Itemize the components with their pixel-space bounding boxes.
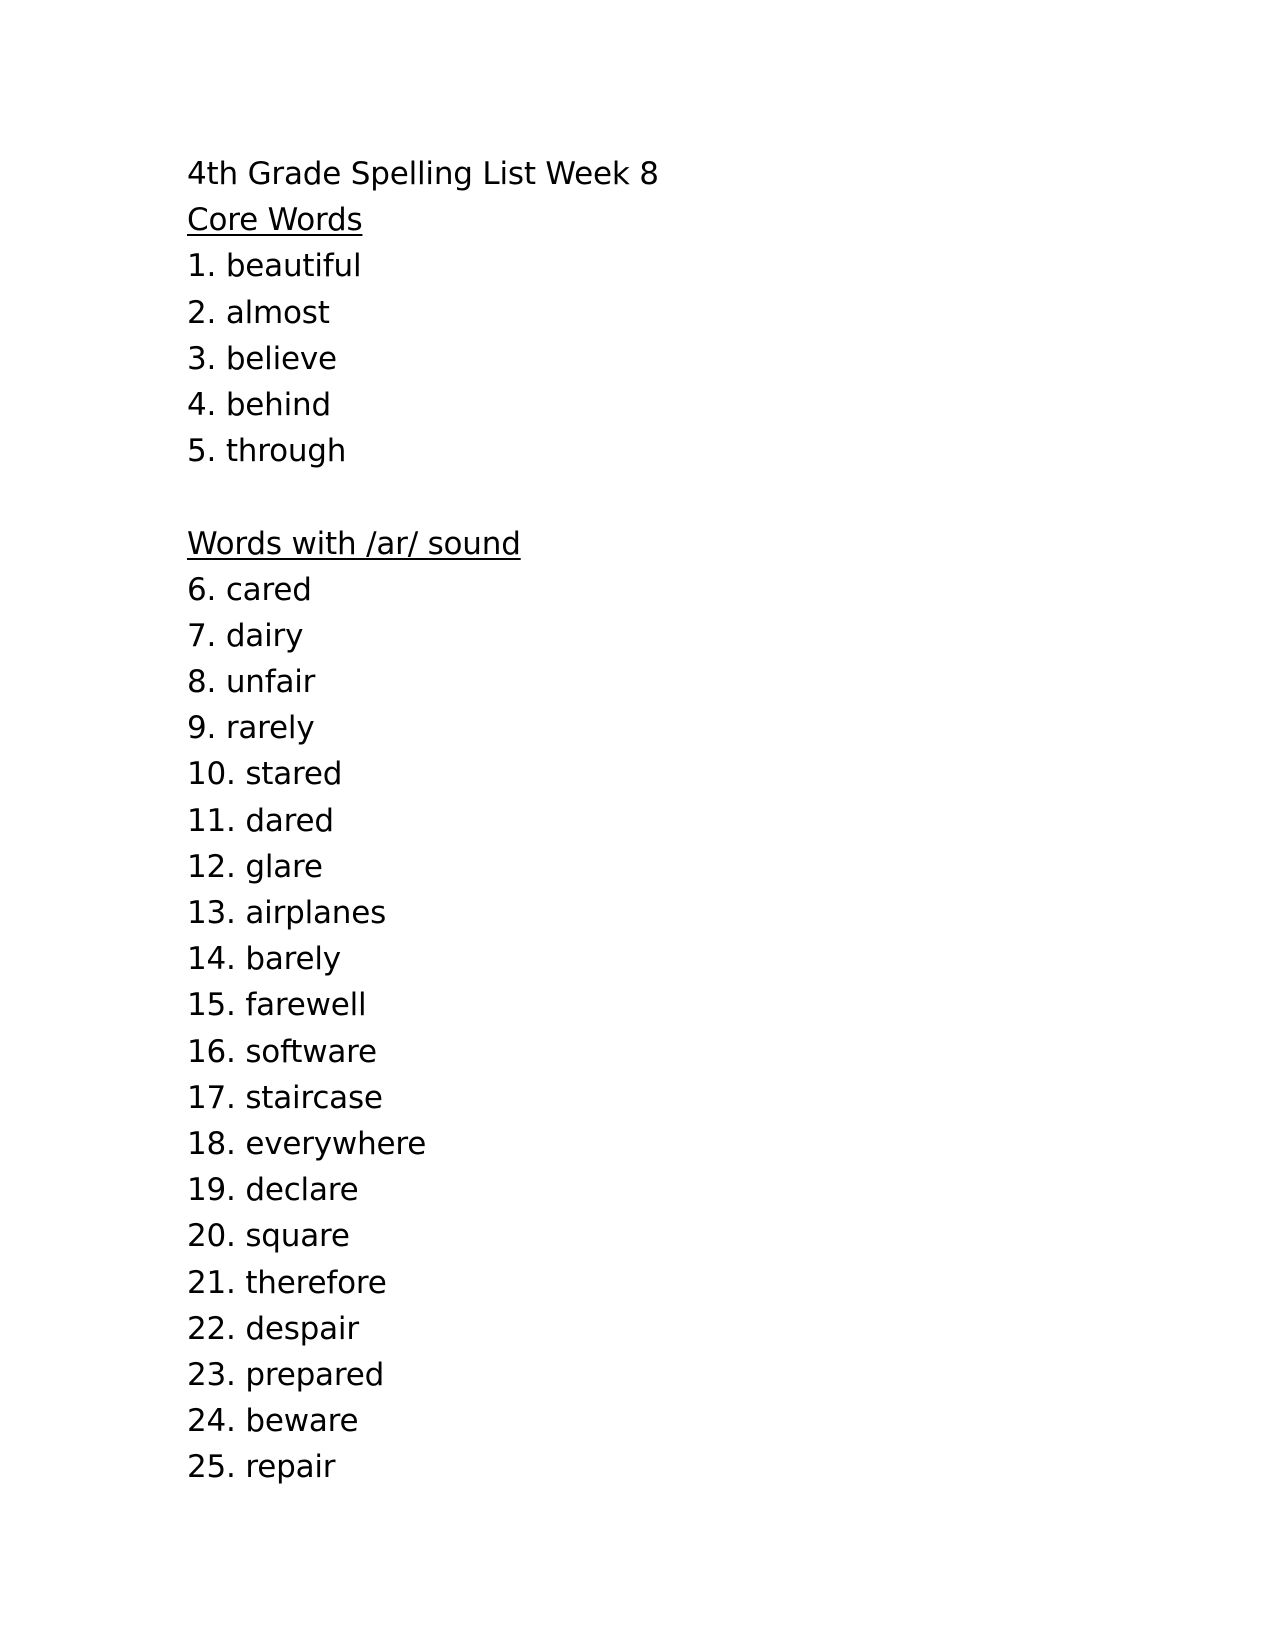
list-item: 25. repair bbox=[187, 1449, 336, 1486]
list-item: 11. dared bbox=[187, 802, 334, 839]
list-item: 5. through bbox=[187, 433, 347, 470]
section-spacer bbox=[187, 474, 1087, 520]
section-heading-ar-sound: Words with /ar/ sound bbox=[187, 525, 521, 562]
list-item: 9. rarely bbox=[187, 710, 315, 747]
list-item: 23. prepared bbox=[187, 1356, 385, 1393]
list-item: 24. beware bbox=[187, 1403, 359, 1440]
list-item: 13. airplanes bbox=[187, 895, 387, 931]
list-item: 3. believe bbox=[187, 340, 337, 377]
list-item: 22. despair bbox=[187, 1310, 359, 1347]
list-item: 7. dairy bbox=[187, 617, 304, 654]
document-body bbox=[187, 151, 1087, 1490]
list-item: 15. farewell bbox=[187, 987, 367, 1024]
list-item: 12. glare bbox=[187, 848, 323, 885]
list-item: 18. everywhere bbox=[187, 1125, 427, 1162]
list-item: 14. barely bbox=[187, 941, 341, 978]
ar-sound-words-list bbox=[187, 567, 1087, 1491]
list-item: 19. declare bbox=[187, 1172, 359, 1209]
core-words-list bbox=[187, 243, 1087, 474]
page-title: 4th Grade Spelling List Week 8 bbox=[187, 156, 659, 192]
list-item: 1. beautiful bbox=[187, 248, 362, 285]
list-item: 6. cared bbox=[187, 571, 312, 608]
list-item: 10. stared bbox=[187, 756, 343, 793]
list-item: 4. behind bbox=[187, 386, 331, 423]
list-item: 8. unfair bbox=[187, 664, 316, 701]
list-item: 2. almost bbox=[187, 294, 330, 331]
list-item: 17. staircase bbox=[187, 1079, 383, 1116]
list-item: 20. square bbox=[187, 1218, 350, 1255]
section-heading-core-words: Core Words bbox=[187, 202, 363, 239]
list-item: 21. therefore bbox=[187, 1264, 387, 1301]
list-item: 16. software bbox=[187, 1033, 377, 1070]
